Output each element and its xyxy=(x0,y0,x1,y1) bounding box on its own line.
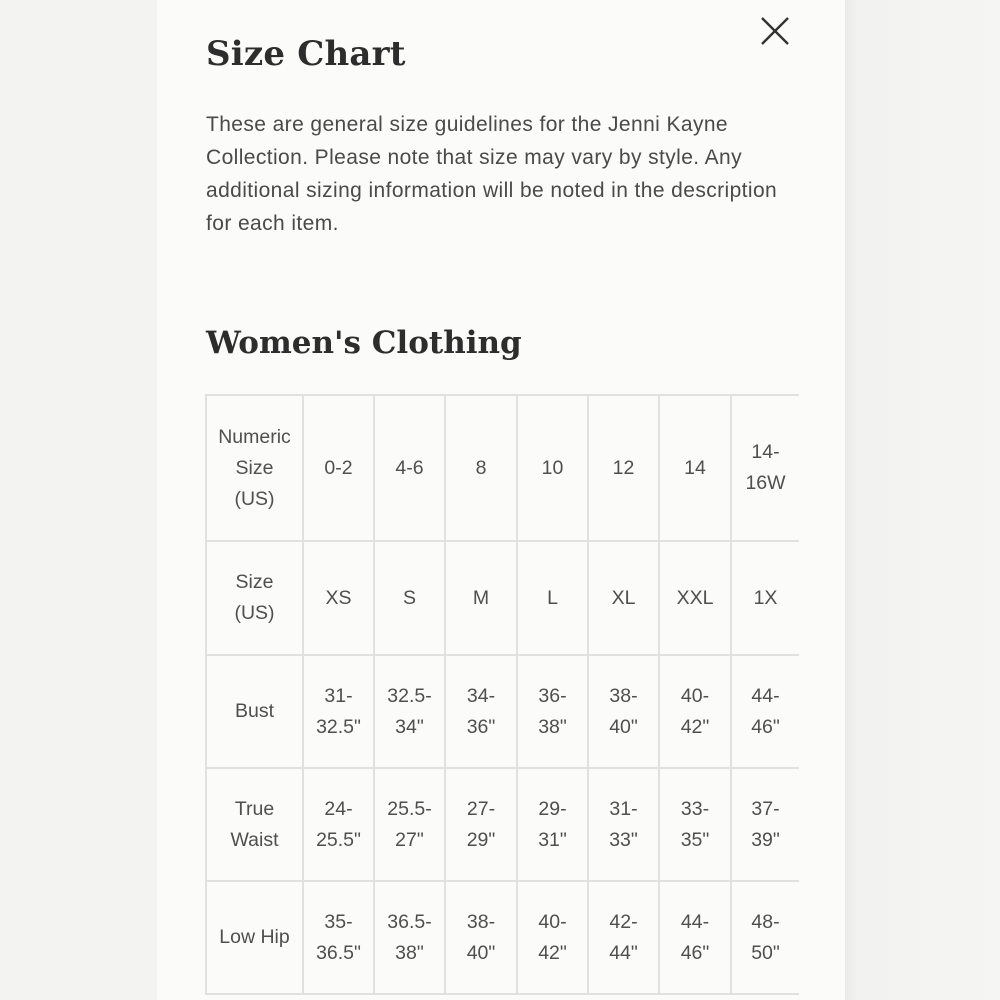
table-cell xyxy=(303,541,374,655)
page-backdrop-right xyxy=(845,0,1000,1000)
cell-value: 40- 42" xyxy=(538,910,567,964)
table-cell xyxy=(517,768,588,881)
row-header-label: Low Hip xyxy=(219,926,290,948)
cell-value: 32.5- 34" xyxy=(387,684,432,738)
table-cell xyxy=(731,768,799,881)
cell-value: 33- 35" xyxy=(680,797,710,851)
size-guideline-description: These are general size guidelines for the Jenni Kayne Collection. Please note that size may vary by style. Any additional sizing information will be noted in the description for each item. xyxy=(206,113,778,235)
cell-value: XXL xyxy=(676,586,714,609)
table-cell xyxy=(374,768,445,881)
table-cell xyxy=(445,881,517,994)
table-cell xyxy=(517,881,588,994)
table-cell xyxy=(374,655,445,768)
row-header-cell xyxy=(206,395,303,541)
size-chart-table xyxy=(205,394,799,995)
row-header-label: Size (US) xyxy=(234,571,275,624)
row-header-label: True Waist xyxy=(230,797,279,851)
table-cell xyxy=(303,655,374,768)
cell-value: 38- 40" xyxy=(609,684,638,738)
table-cell xyxy=(517,541,588,655)
section-title-womens-clothing: Women's Clothing xyxy=(206,325,522,361)
table-cell xyxy=(445,655,517,768)
table-cell xyxy=(303,768,374,881)
modal-title: Size Chart xyxy=(206,34,406,74)
table-row xyxy=(206,541,799,655)
cell-value: 8 xyxy=(475,456,487,479)
table-cell xyxy=(659,881,731,994)
row-header-label: Numeric Size (US) xyxy=(218,425,291,510)
cell-value: 37- 39" xyxy=(751,797,780,851)
table-row xyxy=(206,395,799,541)
table-row xyxy=(206,768,799,881)
cell-value: 38- 40" xyxy=(466,910,496,964)
row-header-cell xyxy=(206,655,303,768)
table-cell xyxy=(445,541,517,655)
table-cell xyxy=(588,541,659,655)
cell-value: S xyxy=(402,586,416,609)
table-cell xyxy=(588,881,659,994)
cell-value: 40- 42" xyxy=(680,684,710,738)
cell-value: 14 xyxy=(684,456,706,479)
table-cell xyxy=(374,541,445,655)
cell-value: 25.5- 27" xyxy=(387,797,432,851)
cell-value: 35- 36.5" xyxy=(316,910,361,964)
table-cell xyxy=(659,395,731,541)
table-cell xyxy=(588,655,659,768)
table-cell xyxy=(445,395,517,541)
close-button[interactable] xyxy=(757,13,793,49)
cell-value: XL xyxy=(611,586,636,609)
cell-value: L xyxy=(547,586,558,609)
table-cell xyxy=(374,395,445,541)
cell-value: 44- 46" xyxy=(751,684,780,738)
table-cell xyxy=(659,768,731,881)
table-cell xyxy=(303,881,374,994)
row-header-cell xyxy=(206,881,303,994)
row-header-cell xyxy=(206,541,303,655)
table-cell xyxy=(517,655,588,768)
cell-value: 34- 36" xyxy=(466,684,496,738)
table-cell xyxy=(659,541,731,655)
table-cell xyxy=(731,881,799,994)
cell-value: 24- 25.5" xyxy=(316,797,361,851)
table-row xyxy=(206,881,799,994)
cell-value: 31- 33" xyxy=(609,797,638,851)
cell-value: 42- 44" xyxy=(609,910,638,964)
cell-value: M xyxy=(472,586,490,609)
table-cell xyxy=(588,768,659,881)
cell-value: XS xyxy=(325,586,352,609)
cell-value: 14- 16W xyxy=(745,441,786,494)
cell-value: 36- 38" xyxy=(538,684,567,738)
cell-value: 27- 29" xyxy=(466,797,496,851)
cell-value: 36.5- 38" xyxy=(387,910,432,964)
cell-value: 31- 32.5" xyxy=(316,684,361,738)
table-cell xyxy=(374,881,445,994)
table-row xyxy=(206,655,799,768)
close-icon xyxy=(757,13,793,49)
table-cell xyxy=(588,395,659,541)
cell-value: 10 xyxy=(541,456,564,479)
table-cell xyxy=(659,655,731,768)
table-cell xyxy=(731,655,799,768)
cell-value: 29- 31" xyxy=(538,797,567,851)
row-header-label: Bust xyxy=(234,700,275,722)
table-cell xyxy=(303,395,374,541)
cell-value: 0-2 xyxy=(324,456,353,479)
cell-value: 4-6 xyxy=(395,456,424,479)
row-header-cell xyxy=(206,768,303,881)
cell-value: 1X xyxy=(753,586,778,609)
table-cell xyxy=(731,395,799,541)
cell-value: 48- 50" xyxy=(751,910,780,964)
table-cell xyxy=(517,395,588,541)
cell-value: 12 xyxy=(612,456,635,479)
cell-value: 44- 46" xyxy=(680,910,710,964)
table-cell xyxy=(445,768,517,881)
table-cell xyxy=(731,541,799,655)
